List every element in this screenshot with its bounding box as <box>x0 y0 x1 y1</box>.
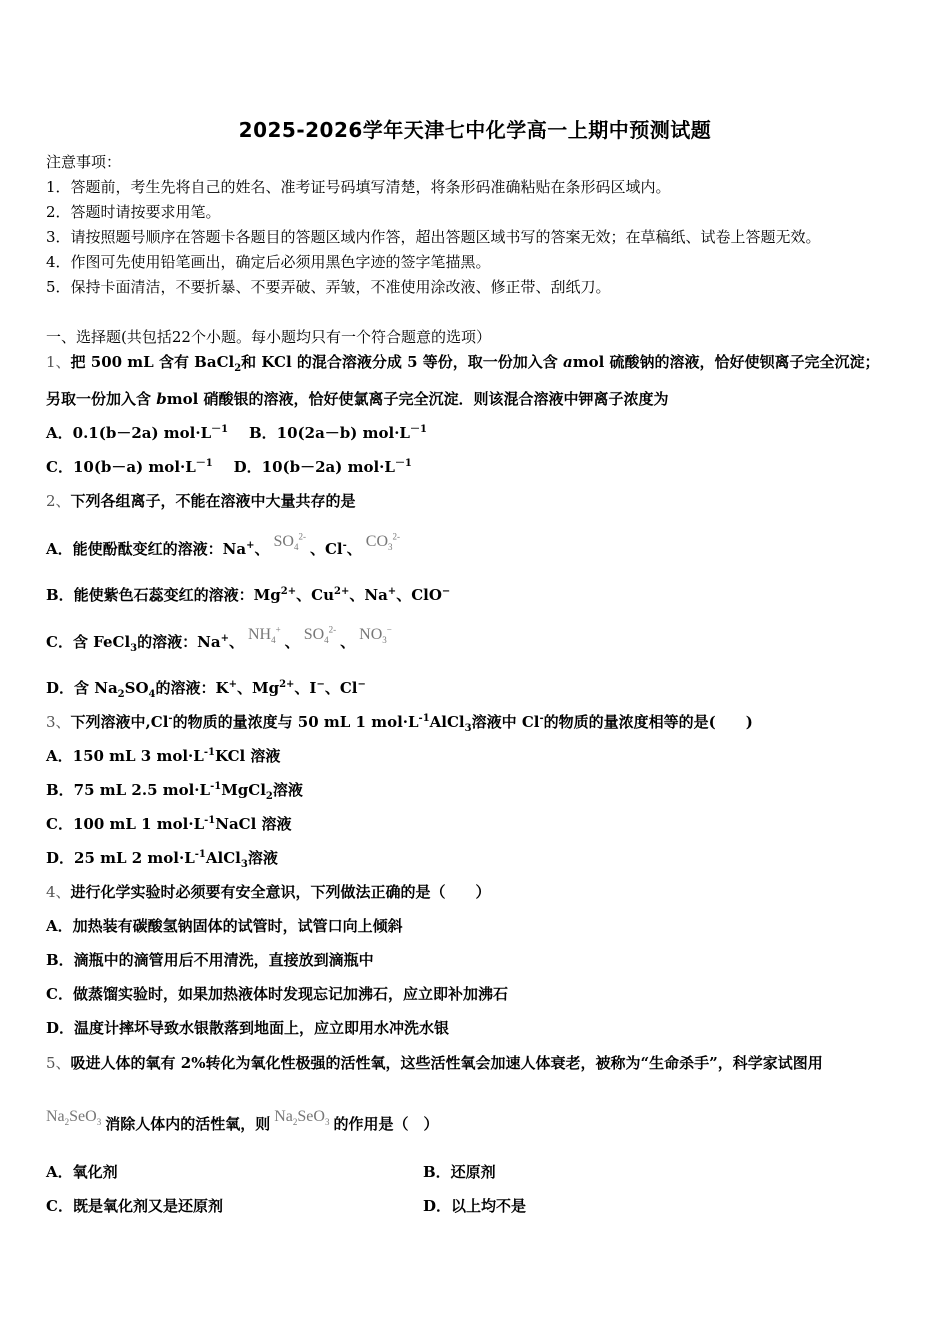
notice-item-1: 1．答题前，考生先将自己的姓名、准考证号码填写清楚，将条形码准确粘贴在条形码区域内。 <box>46 178 671 196</box>
ammonium-formula: $NH_4^+$ <box>247 624 281 646</box>
question-5-stem: 5、吸进人体的氧有 2%转化为氧化性极强的活性氧，这些活性氧会加速人体衰老，被称为“生命杀手”，科学家试图用 <box>46 1054 823 1072</box>
question-3-option-a: A．150 mL 3 $mol\cdot L^{-1}KCl$ 溶液 <box>46 747 281 765</box>
carbonate-formula: $CO_3^{2-}$ <box>365 531 400 553</box>
page-title: 2025-2026学年天津七中化学高一上期中预测试题 <box>238 118 712 142</box>
question-4-stem: 4、进行化学实验时必须要有安全意识，下列做法正确的是（ ） <box>46 883 491 901</box>
sulfate-formula: $SO_4^{2-}$ <box>303 624 337 646</box>
question-5-options-cd <box>46 1196 910 1216</box>
question-number: 1、 <box>46 353 71 371</box>
notice-item-3: 3．请按照题号顺序在答题卡各题目的答题区域内作答，超出答题区域书写的答案无效；在草稿纸、试卷上答题无效。 <box>46 228 821 246</box>
option-b: B．还原剂 <box>423 1163 496 1181</box>
question-3-option-b: B．75 mL 2.5 $mol\cdot L^{-1}MgCl_2$溶液 <box>46 781 303 802</box>
notice-heading: 注意事项： <box>46 153 122 171</box>
question-2-stem: 2、下列各组离子，不能在溶液中大量共存的是 <box>46 492 356 510</box>
notice-item-2: 2．答题时请按要求用笔。 <box>46 203 221 221</box>
question-4-option-c: C．做蒸馏实验时，如果加热液体时发现忘记加沸石，应立即补加沸石 <box>46 985 508 1003</box>
option-d: D．以上均不是 <box>423 1197 527 1215</box>
question-2-option-c: C．含 FeCl$_3$的溶液：Na+、 $NH_4^+$、 $SO_4^{2-}$、 $NO_3^-$ <box>46 624 392 654</box>
option-b: B．10(2a－b) mol·L <box>249 424 410 442</box>
question-2-option-b: B．能使紫色石蕊变红的溶液：$Mg^{2+}$、$Cu^{2+}$、Na+、ClO− <box>46 586 451 604</box>
sulfate-formula: $SO_4^{2-}$ <box>273 531 306 553</box>
question-2-option-d: D．含 $Na_2SO_4$的溶液：K+、$Mg^{2+}$、I−、Cl− <box>46 679 366 700</box>
question-3-option-c: C．100 mL 1 $mol\cdot L^{-1}NaCl$ 溶液 <box>46 815 292 833</box>
question-5-stem-cont: $Na_2SeO_3$ 消除人体内的活性氧，则 $Na_2SeO_3$ 的作用是（ ） <box>46 1108 439 1133</box>
sodium-selenite-formula: $Na_2SeO_3$ <box>46 1108 102 1128</box>
option-c: C．既是氧化剂又是还原剂 <box>46 1197 223 1215</box>
notice-item-5: 5．保持卡面清洁，不要折暴、不要弄破、弄皱，不准使用涂改液、修正带、刮纸刀。 <box>46 278 611 296</box>
question-3-stem: 3、下列溶液中,Cl-的物质的量浓度与 50 mL 1 $mol\cdot L^{-1}AlCl_3$溶液中 Cl-的物质的量浓度相等的是( ) <box>46 713 753 734</box>
sodium-selenite-formula: $Na_2SeO_3$ <box>274 1108 330 1128</box>
nitrate-formula: $NO_3^-$ <box>359 624 392 646</box>
option-a: A．0.1(b－2a) mol·L <box>46 424 212 442</box>
question-4-option-a: A．加热装有碳酸氢钠固体的试管时，试管口向上倾斜 <box>46 917 403 935</box>
question-4-option-d: D．温度计摔坏导致水银散落到地面上，应立即用水冲洗水银 <box>46 1019 450 1037</box>
option-d: D．10(b－2a) mol·L <box>233 458 395 476</box>
question-1-options-cd: C．10(b－a) $mol\cdot L^{-1}$ D．10(b－2a) $mol\cdot L^{-1}$ <box>46 458 412 476</box>
question-2-option-a: A．能使酚酞变红的溶液：Na+、 $SO_4^{2-}$、Cl-、 $CO_3^{2-}$ <box>46 531 400 558</box>
section-heading: 一、选择题(共包括22个小题。每小题均只有一个符合题意的选项） <box>46 328 491 346</box>
question-1-stem-cont: 另取一份加入含 bmol 硝酸银的溶液，恰好使氯离子完全沉淀．则该混合溶液中钾离子浓度为 <box>46 390 669 408</box>
option-a: A．氧化剂 <box>46 1163 118 1181</box>
question-4-option-b: B．滴瓶中的滴管用后不用清洗，直接放到滴瓶中 <box>46 951 374 969</box>
question-1-options-ab: A．0.1(b－2a) $mol\cdot L^{-1}$ B．10(2a－b) $mol\cdot L^{-1}$ <box>46 424 427 442</box>
notice-item-4: 4．作图可先使用铅笔画出，确定后必须用黑色字迹的签字笔描黑。 <box>46 253 491 271</box>
option-c: C．10(b－a) mol·L <box>46 458 196 476</box>
question-5-options-ab <box>46 1162 910 1182</box>
question-1-stem: 1、把 500 mL 含有 BaCl$_2$和 KCl 的混合溶液分成 5 等份，取一份加入含 amol 硫酸钠的溶液，恰好使钡离子完全沉淀； <box>46 353 880 374</box>
question-3-option-d: D．25 mL 2 $mol\cdot L^{-1}AlCl_3$溶液 <box>46 849 278 870</box>
